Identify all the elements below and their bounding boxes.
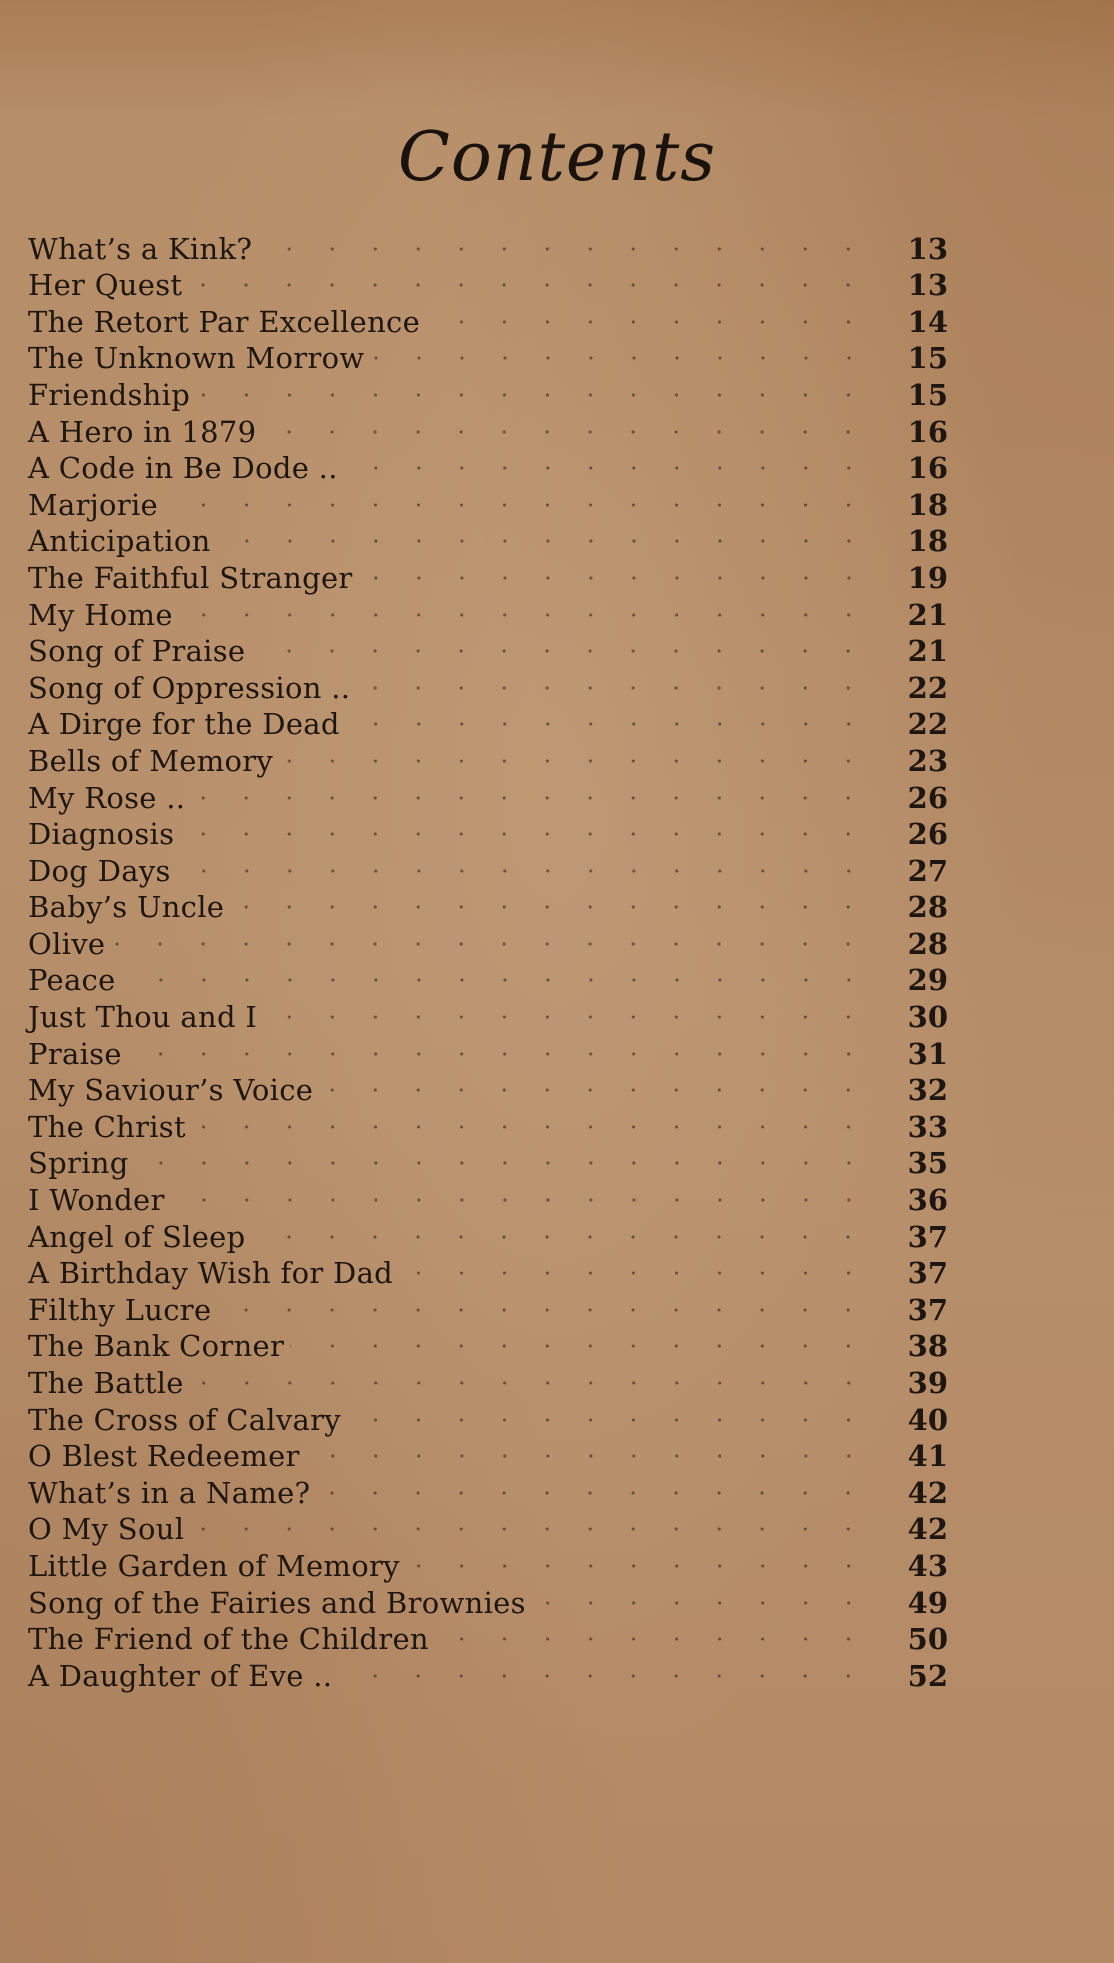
entry-page-number: 16 [907,451,948,486]
entry-title: Just Thou and I [28,1000,258,1035]
dot-leader [406,1554,870,1578]
entry-title: Dog Days [28,853,171,888]
toc-entry [28,1108,948,1145]
entry-title: O Blest Redeemer [28,1439,300,1474]
entry-page-number: 15 [907,377,948,412]
entry-page-number: 37 [907,1292,948,1327]
entry-title: Little Garden of Memory [28,1548,400,1583]
entry-page-number: 15 [907,341,948,376]
entry-page-number: 21 [907,597,948,632]
entry-page-number: 31 [907,1036,948,1071]
entry-title: Peace [28,963,116,998]
entry-title: I Wonder [28,1183,165,1218]
dot-leader [356,676,870,700]
entry-page-number: 29 [907,963,948,998]
toc-entry [28,1072,948,1109]
dot-leader [190,1371,870,1395]
entry-page-number: 16 [907,414,948,449]
entry-title: Friendship [28,377,191,412]
toc-entry [28,1364,948,1401]
entry-title: A Birthday Wish for Dad [28,1256,394,1291]
entry-page-number: 14 [907,304,948,339]
entry-title: The Faithful Stranger [28,560,353,595]
toc-entry [28,889,948,926]
toc-entry [28,413,948,450]
dot-leader [217,529,870,553]
entry-page-number: 28 [907,926,948,961]
entry-title: Anticipation [28,524,211,559]
entry-title: A Code in Be Dode .. [28,451,338,486]
entry-title: What’s a Kink? [28,231,253,266]
dot-leader [188,273,870,297]
entry-page-number: 43 [907,1548,948,1583]
toc-entry [28,1218,948,1255]
toc-entry [28,1547,948,1584]
dot-leader [344,456,870,480]
toc-entry [28,779,948,816]
toc-entry [28,998,948,1035]
entry-title: Her Quest [28,268,183,303]
entry-page-number: 18 [907,524,948,559]
toc-entry [28,1584,948,1621]
dot-leader [191,786,870,810]
toc-entry [28,962,948,999]
entry-page-number: 23 [907,743,948,778]
dot-leader [532,1591,870,1615]
toc-entry [28,816,948,853]
dot-leader [177,859,870,883]
dot-leader [179,603,870,627]
entry-title: O My Soul [28,1512,185,1547]
entry-page-number: 52 [907,1658,948,1693]
toc-entry [28,1438,948,1475]
dot-leader [371,346,870,370]
toc-entry [28,706,948,743]
toc-entry [28,852,948,889]
toc-entry [28,340,948,377]
entry-page-number: 42 [907,1475,948,1510]
toc-entry [28,450,948,487]
entry-page-number: 26 [907,817,948,852]
entry-page-number: 38 [907,1329,948,1364]
dot-leader [338,1664,870,1688]
toc-entry [28,1657,948,1694]
entry-page-number: 37 [907,1256,948,1291]
entry-title: Song of Oppression .. [28,670,351,705]
toc-entry [28,303,948,340]
entry-page-number: 39 [907,1366,948,1400]
dot-leader [190,1517,870,1541]
entry-title: My Home [28,597,173,632]
dot-leader [346,712,870,736]
toc-entry [28,376,948,413]
toc-entry [28,925,948,962]
entry-title: Filthy Lucre [28,1292,212,1327]
entry-page-number: 40 [907,1402,948,1437]
entry-title: The Christ [28,1109,186,1144]
dot-leader [399,1261,870,1285]
entry-title: My Rose .. [28,780,186,815]
dot-leader [435,1627,870,1651]
toc-entry [28,1255,948,1292]
entry-page-number: 26 [907,780,948,815]
contents-heading: Contents [397,118,717,197]
entry-page-number: 28 [907,890,948,925]
dot-leader [319,1078,870,1102]
entry-title: The Battle [28,1366,184,1400]
table-of-contents [28,230,948,1694]
toc-entry [28,1328,948,1365]
dot-leader [230,895,870,919]
dot-leader [196,383,870,407]
entry-title: Angel of Sleep [28,1219,246,1254]
toc-entry [28,742,948,779]
entry-title: What’s in a Name? [28,1475,311,1510]
toc-entry [28,559,948,596]
dot-leader [279,749,870,773]
entry-title: Song of the Fairies and Brownies [28,1585,526,1620]
entry-title: Olive [28,926,106,961]
toc-entry [28,486,948,523]
entry-page-number: 22 [907,670,948,705]
toc-entry [28,523,948,560]
dot-leader [122,968,870,992]
entry-title: Praise [28,1036,122,1071]
dot-leader [171,1188,870,1212]
toc-entry [28,267,948,304]
entry-page-number: 30 [907,1000,948,1035]
entry-title: The Cross of Calvary [28,1402,341,1437]
dot-leader [251,1225,870,1249]
dot-leader [111,932,870,956]
dot-leader [180,822,870,846]
dot-leader [128,1042,870,1066]
toc-entry [28,1145,948,1182]
entry-title: Marjorie [28,487,158,522]
dot-leader [316,1481,870,1505]
entry-title: The Friend of the Children [28,1622,429,1657]
entry-page-number: 49 [907,1585,948,1620]
toc-entry [28,1401,948,1438]
entry-title: The Unknown Morrow [28,341,365,376]
entry-page-number: 13 [907,268,948,303]
entry-page-number: 18 [907,487,948,522]
entry-title: The Bank Corner [28,1329,285,1364]
dot-leader [262,420,870,444]
toc-entry [28,1621,948,1658]
entry-title: A Dirge for the Dead [28,707,340,742]
dot-leader [263,1005,870,1029]
dot-leader [359,566,870,590]
entry-page-number: 41 [907,1439,948,1474]
entry-page-number: 33 [907,1109,948,1144]
entry-page-number: 50 [907,1622,948,1657]
dot-leader [192,1115,870,1139]
entry-title: Diagnosis [28,817,175,852]
entry-page-number: 32 [907,1073,948,1108]
entry-page-number: 22 [907,707,948,742]
entry-title: A Hero in 1879 [28,414,257,449]
toc-entry [28,1291,948,1328]
entry-page-number: 36 [907,1183,948,1218]
toc-entry [28,669,948,706]
dot-leader [164,493,870,517]
entry-title: Baby’s Uncle [28,890,225,925]
dot-leader [217,1298,870,1322]
entry-title: Spring [28,1146,129,1181]
entry-title: A Daughter of Eve .. [28,1658,333,1693]
entry-page-number: 35 [907,1146,948,1181]
entry-page-number: 19 [907,560,948,595]
dot-leader [135,1151,870,1175]
toc-entry [28,1035,948,1072]
entry-page-number: 27 [907,853,948,888]
toc-entry [28,230,948,267]
toc-entry [28,1511,948,1548]
entry-title: Bells of Memory [28,743,274,778]
dot-leader [290,1334,870,1358]
toc-entry [28,1474,948,1511]
entry-page-number: 13 [907,231,948,266]
entry-page-number: 21 [907,634,948,669]
toc-entry [28,633,948,670]
dot-leader [306,1444,870,1468]
dot-leader [251,639,870,663]
dot-leader [347,1408,870,1432]
entry-title: Song of Praise [28,634,246,669]
entry-title: The Retort Par Excellence [28,304,421,339]
dot-leader [426,310,870,334]
entry-title: My Saviour’s Voice [28,1073,314,1108]
entry-page-number: 42 [907,1512,948,1547]
dot-leader [258,237,870,261]
toc-entry [28,1181,948,1218]
entry-page-number: 37 [907,1219,948,1254]
toc-entry [28,596,948,633]
